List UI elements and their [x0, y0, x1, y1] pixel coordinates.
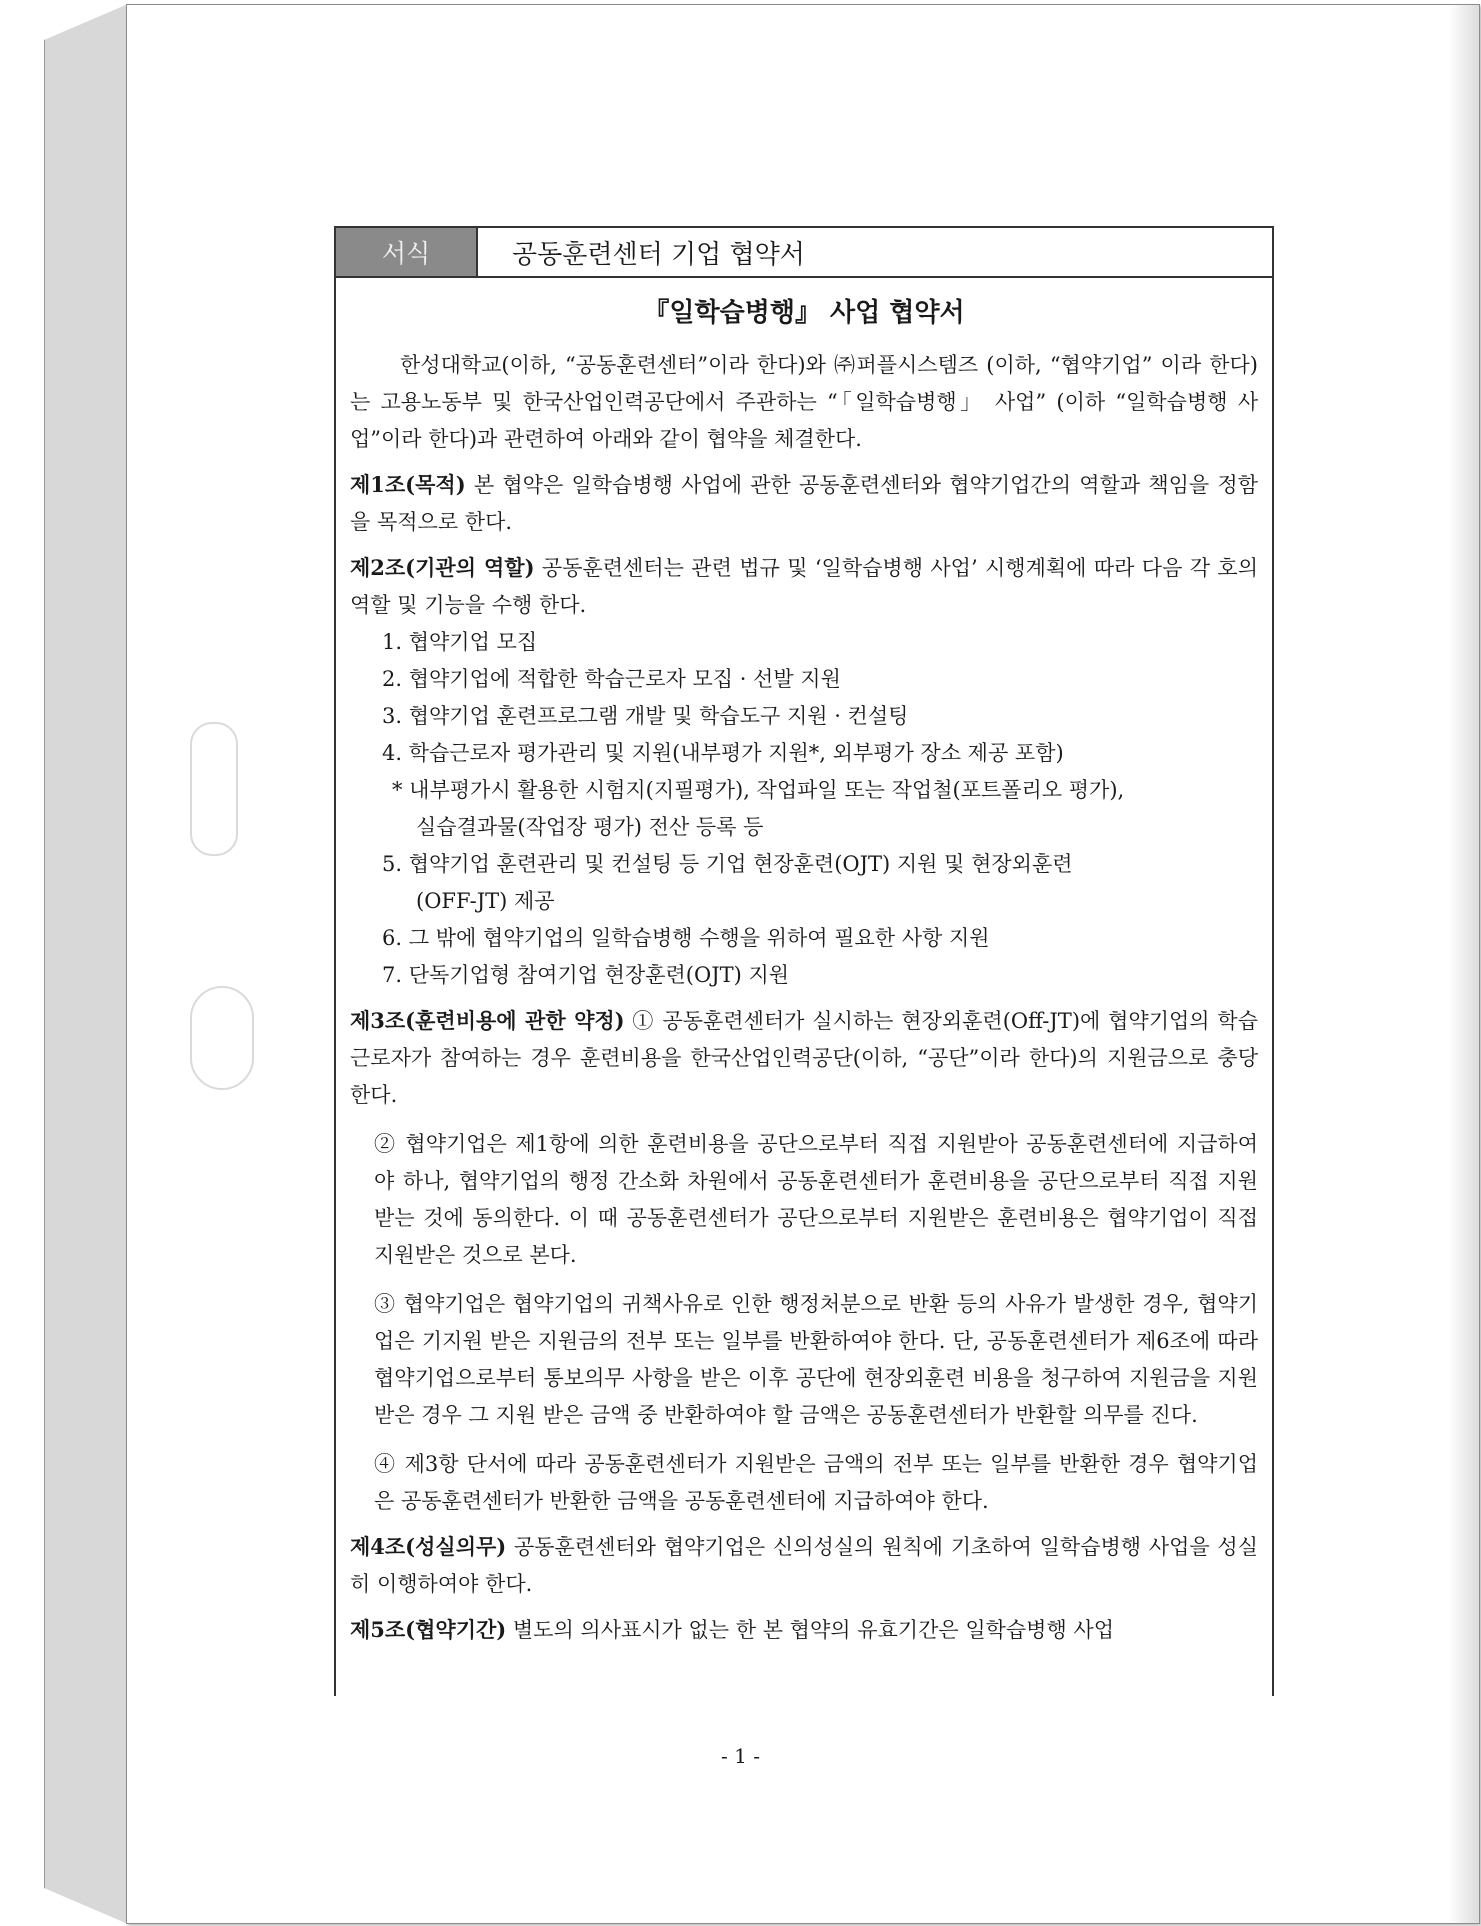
article-4-text: 공동훈련센터와 협약기업은 신의성실의 원칙에 기초하여 일학습병행 사업을 성실히 이행하여야 한다.: [350, 1535, 1258, 1596]
article-5-title: 제5조(협약기간): [350, 1617, 507, 1642]
binder-spine: [44, 4, 128, 1924]
form-label: 서식: [336, 228, 476, 276]
article-3-p4: ④ 제3항 단서에 따라 공동훈련센터가 지원받은 금액의 전부 또는 일부를 반환한 경우 협약기업은 공동훈련센터가 반환한 금액을 공동훈련센터에 지급하여야 한다.: [374, 1452, 1258, 1513]
agreement-title: 『일학습병행』 사업 협약서: [643, 298, 965, 328]
seal-stamp-bottom: [190, 986, 254, 1090]
article-1: [350, 466, 1258, 541]
article-2: [350, 549, 1258, 624]
article-2-item: 5. 협약기업 훈련관리 및 컨설팅 등 기업 현장훈련(OJT) 지원 및 현장외훈련: [382, 852, 1073, 876]
agreement-form: [334, 226, 1274, 1696]
article-2-item: 7. 단독기업형 참여기업 현장훈련(OJT) 지원: [382, 963, 790, 987]
page-edge-shadow: [1449, 5, 1479, 1923]
article-2-title: 제2조(기관의 역할): [350, 555, 535, 580]
article-2-text: 공동훈련센터는 관련 법규 및 ‘일학습병행 사업’ 시행계획에 따라 다음 각 호의 역할 및 기능을 수행 한다.: [350, 556, 1258, 617]
form-body: [336, 292, 1272, 1649]
page-number: - 1 -: [721, 1744, 760, 1768]
article-5: [350, 1611, 1258, 1649]
article-2-item-cont: (OFF-JT) 제공: [416, 889, 555, 913]
article-1-title: 제1조(목적): [350, 472, 466, 497]
article-3-title: 제3조(훈련비용에 관한 약정): [350, 1008, 625, 1033]
article-5-text: 별도의 의사표시가 없는 한 본 협약의 유효기간은 일학습병행 사업: [506, 1618, 1115, 1642]
article-3-p1: ① 공동훈련센터가 실시하는 현장외훈련(Off-JT)에 협약기업의 학습근로자가 참여하는 경우 훈련비용을 한국산업인력공단(이하, “공단”이라 한다)의 지원금으로 충당한다.: [350, 1009, 1258, 1107]
form-header: [336, 228, 1272, 278]
seal-stamp-top: [190, 722, 238, 856]
article-2-item: 2. 협약기업에 적합한 학습근로자 모집 · 선발 지원: [382, 667, 841, 691]
article-2-item: 1. 협약기업 모집: [382, 630, 538, 654]
article-3-p3: ③ 협약기업은 협약기업의 귀책사유로 인한 행정처분으로 반환 등의 사유가 발생한 경우, 협약기업은 기지원 받은 지원금의 전부 또는 일부를 반환하여야 한다. 단, 공동훈련센터가 제6조에 따라 협약기업으로부터 통보의무 사항을 받은 이후 공단에 현장외훈련 비용을 청구하여 지원금을 지원 받은 경우 그 지원 받은 금액 중 반환하여야 할 금액은 공동훈련센터가 반환할 의무를 진다.: [374, 1292, 1258, 1427]
intro-paragraph: 한성대학교(이하, “공동훈련센터”이라 한다)와 ㈜퍼플시스템즈 (이하, “협약기업” 이라 한다)는 고용노동부 및 한국산업인력공단에서 주관하는 “「일학습병행」 사업” (이하 “일학습병행 사업”이라 한다)과 관련하여 아래와 같이 협약을 체결한다.: [350, 353, 1258, 451]
form-title: 공동훈련센터 기업 협약서: [476, 228, 1272, 276]
article-2-item: 6. 그 밖에 협약기업의 일학습병행 수행을 위하여 필요한 사항 지원: [382, 926, 990, 950]
article-2-item: 4. 학습근로자 평가관리 및 지원(내부평가 지원*, 외부평가 장소 제공 포함): [382, 741, 1064, 765]
article-2-note-cont: 실습결과물(작업장 평가) 전산 등록 등: [416, 815, 764, 839]
article-2-item: 3. 협약기업 훈련프로그램 개발 및 학습도구 지원 · 컨설팅: [382, 704, 909, 728]
article-4: [350, 1528, 1258, 1603]
article-3-p2: ② 협약기업은 제1항에 의한 훈련비용을 공단으로부터 직접 지원받아 공동훈련센터에 지급하여야 하나, 협약기업의 행정 간소화 차원에서 공동훈련센터가 훈련비용을 공단으로부터 직접 지원받는 것에 동의한다. 이 때 공동훈련센터가 공단으로부터 지원받은 훈련비용은 협약기업이 직접 지원받은 것으로 본다.: [374, 1132, 1258, 1267]
article-2-note: * 내부평가시 활용한 시험지(지필평가), 작업파일 또는 작업철(포트폴리오 평가),: [392, 778, 1125, 802]
article-3: [350, 1002, 1258, 1114]
article-1-text: 본 협약은 일학습병행 사업에 관한 공동훈련센터와 협약기업간의 역할과 책임을 정함을 목적으로 한다.: [350, 473, 1258, 534]
article-4-title: 제4조(성실의무): [350, 1534, 507, 1559]
